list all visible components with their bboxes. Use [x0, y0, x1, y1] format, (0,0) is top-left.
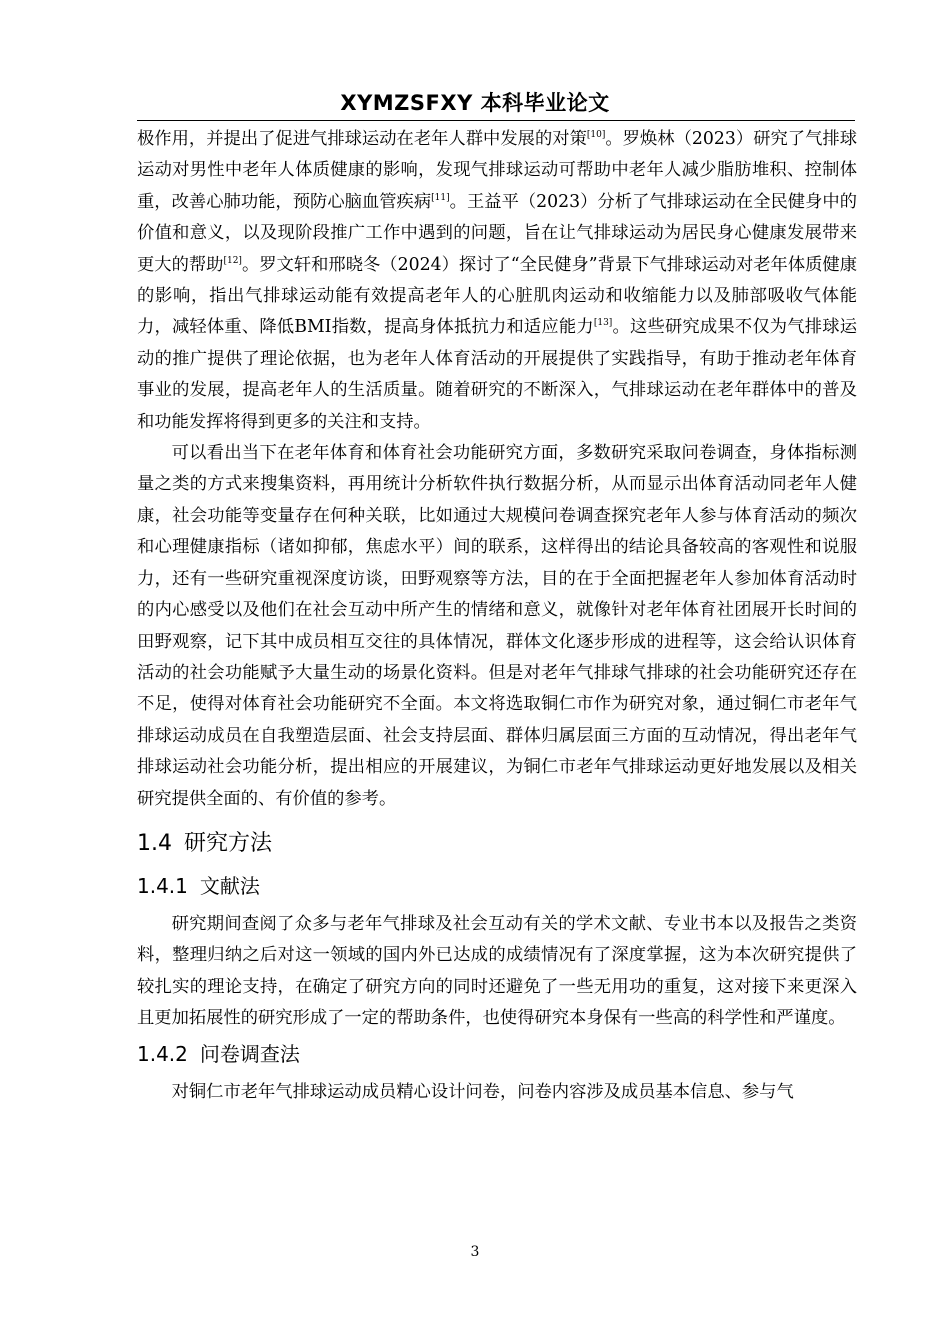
subsection-number: 1.4.1	[137, 873, 188, 898]
paragraph-literature-review	[137, 124, 857, 438]
citation-ref: [13]	[593, 318, 613, 329]
section-heading-research-methods	[137, 829, 857, 859]
subsection-title: 问卷调查法	[199, 1041, 300, 1066]
paragraph-questionnaire-method: 对铜仁市老年气排球运动成员精心设计问卷，问卷内容涉及成员基本信息、参与气	[171, 1081, 794, 1102]
citation-ref: [10]	[586, 130, 606, 141]
subsection-title: 文献法	[199, 873, 260, 898]
paragraph-literature-method: 研究期间查阅了众多与老年气排球及社会互动有关的学术文献、专业书本以及报告之类资料，整理归纳之后对这一领域的国内外已达成的成绩情况有了深度掌握，这为本次研究提供了较扎实的理论支持，在确定了研究方向的同时还避免了一些无用功的重复，这对接下来更深入且更加拓展性的研究形成了一定的帮助条件，也使得研究本身保有一些高的科学性和严谨度。	[137, 913, 857, 1029]
paragraph-research-summary: 可以看出当下在老年体育和体育社会功能研究方面，多数研究采取问卷调查，身体指标测量之类的方式来搜集资料，再用统计分析软件执行数据分析，从而显示出体育活动同老年人健康，社会功能等变量存在何种关联，比如通过大规模问卷调查探究老年人参与体育活动的频次和心理健康指标（诸如抑郁，焦虑水平）间的联系，这样得出的结论具备较高的客观性和说服力，还有一些研究重视深度访谈，田野观察等方法，目的在于全面把握老年人参加体育活动时的内心感受以及他们在社会互动中所产生的情绪和意义，就像针对老年体育社团展开长时间的田野观察，记下其中成员相互交往的具体情况，群体文化逐步形成的进程等，这会给认识体育活动的社会功能赋予大量生动的场景化资料。但是对老年气排球气排球的社会功能研究还存在不足，使得对体育社会功能研究不全面。本文将选取铜仁市作为研究对象，通过铜仁市老年气排球运动成员在自我塑造层面、社会支持层面、群体归属层面三方面的互动情况，得出老年气排球运动社会功能分析，提出相应的开展建议，为铜仁市老年气排球运动更好地发展以及相关研究提供全面的、有价值的参考。	[137, 443, 857, 809]
running-header-title: XYMZSFXY 本科毕业论文	[340, 91, 610, 115]
subsection-heading-questionnaire-method	[137, 1039, 857, 1069]
page-number: 3	[470, 1244, 480, 1260]
text-segment: 。罗焕林（2023）研究了气排球运动对男性中老年人体质健康的影响，发现气排球运动可帮助中老年人减少脂肪堆积、控制体重，改善心肺功能，预防心脑血管疾病	[137, 129, 857, 212]
citation-ref: [11]	[431, 193, 450, 204]
section-number: 1.4	[137, 830, 172, 856]
text-segment: 。罗文轩和邢晓冬（2024）探讨了“全民健身”背景下气排球运动对老年体质健康的影响，指出气排球运动能有效提高老年人的心脏肌肉运动和收缩能力以及肺部吸收气体能力，减轻体重、降低BMI指数，提高身体抵抗力和适应能力	[137, 254, 857, 338]
text-segment: 极作用，并提出了促进气排球运动在老年人群中发展的对策	[137, 129, 587, 149]
subsection-heading-literature-method	[137, 871, 857, 901]
subsection-number: 1.4.2	[137, 1041, 188, 1066]
citation-ref: [12]	[223, 255, 242, 266]
text-segment: 。王益平（2023）分析了气排球运动在全民健身中的价值和意义，以及现阶段推广工作中遇到的问题，旨在让气排球运动为居民身心健康发展带来更大的帮助	[137, 191, 857, 275]
section-title: 研究方法	[184, 830, 273, 856]
body-text	[137, 124, 857, 1108]
text-segment: 。这些研究成果不仅为气排球运动的推广提供了理论依据，也为老年人体育活动的开展提供了实践指导，有助于推动老年体育事业的发展，提高老年人的生活质量。随着研究的不断深入，气排球运动在老年群体中的普及和功能发挥将得到更多的关注和支持。	[137, 317, 857, 432]
header-divider	[137, 120, 855, 121]
